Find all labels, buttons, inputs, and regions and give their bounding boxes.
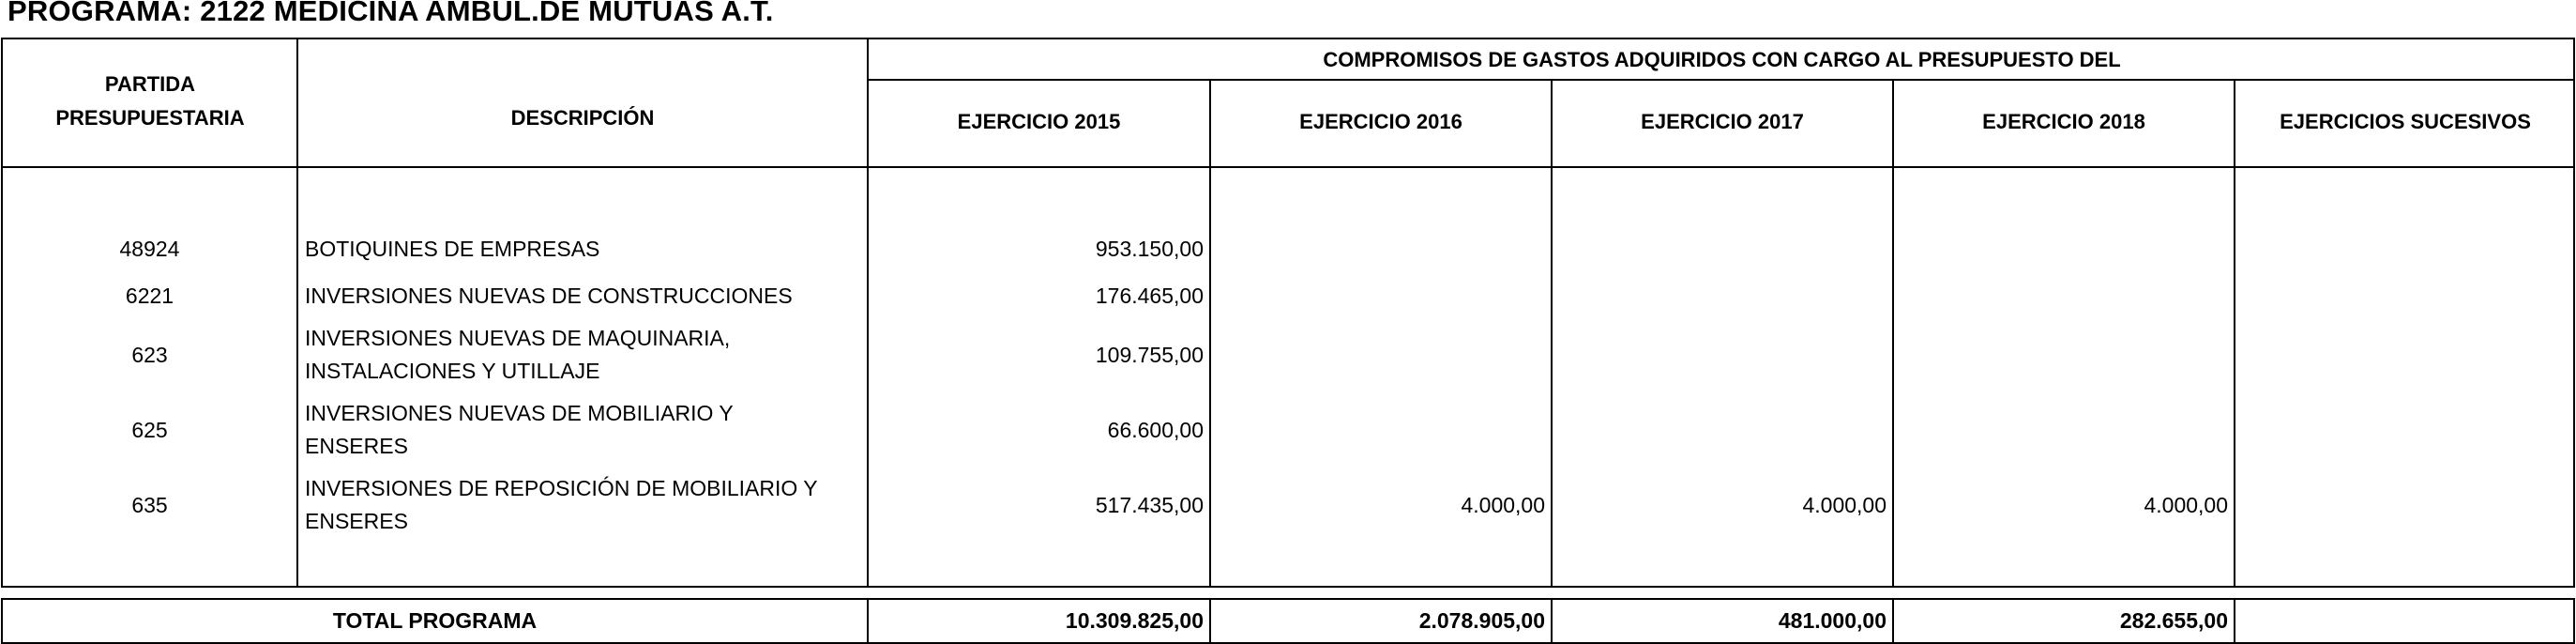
row-1-2017 [1553, 233, 1887, 265]
row-4-code: 625 [131, 417, 168, 442]
row-1-sucesivos [2235, 233, 2569, 265]
row-2-2015: 176.465,00 [1095, 283, 1204, 308]
row-5-2015: 517.435,00 [1095, 492, 1204, 517]
row-4-2016 [1211, 397, 1545, 463]
total-2015: 10.309.825,00 [1065, 608, 1204, 633]
row-5-code: 635 [131, 492, 168, 517]
row-4-sucesivos [2235, 397, 2569, 463]
header-compromisos: COMPROMISOS DE GASTOS ADQUIRIDOS CON CARGO AL PRESUPUESTO DEL [1323, 48, 2121, 71]
total-label: TOTAL PROGRAMA [332, 608, 538, 633]
row-3-code: 623 [131, 342, 168, 367]
row-5-2018: 4.000,00 [2144, 492, 2228, 517]
row-1-2018 [1894, 233, 2228, 265]
row-3-2015: 109.755,00 [1095, 342, 1204, 367]
row-2-2018 [1894, 280, 2228, 312]
header-year-2018: EJERCICIO 2018 [1982, 110, 2145, 133]
row-2-sucesivos [2235, 280, 2569, 312]
row-2-desc: INVERSIONES NUEVAS DE CONSTRUCCIONES [305, 283, 793, 308]
row-2-2017 [1553, 280, 1887, 312]
row-5-desc: INVERSIONES DE REPOSICIÓN DE MOBILIARIO Y ENSERES [305, 476, 818, 533]
row-2-2016 [1211, 280, 1545, 312]
total-2016: 2.078.905,00 [1418, 608, 1545, 633]
total-2017: 481.000,00 [1778, 608, 1887, 633]
row-3-2017 [1553, 322, 1887, 388]
row-2-code: 6221 [125, 283, 174, 308]
row-1-2015: 953.150,00 [1095, 236, 1204, 261]
row-1-2016 [1211, 233, 1545, 265]
header-partida: PARTIDA PRESUPUESTARIA [55, 72, 245, 130]
row-1-desc: BOTIQUINES DE EMPRESAS [305, 236, 600, 261]
row-1-code: 48924 [119, 236, 180, 261]
header-divider [1, 166, 2575, 168]
total-2018: 282.655,00 [2119, 608, 2228, 633]
header-year-2016: EJERCICIO 2016 [1299, 110, 1462, 133]
row-3-sucesivos [2235, 322, 2569, 388]
row-5-sucesivos [2235, 472, 2569, 538]
row-3-desc: INVERSIONES NUEVAS DE MAQUINARIA, INSTALACIONES Y UTILLAJE [305, 326, 731, 383]
row-3-2016 [1211, 322, 1545, 388]
page-title: PROGRAMA: 2122 MEDICINA AMBUL.DE MUTUAS A.T. [8, 0, 774, 27]
row-4-desc: INVERSIONES NUEVAS DE MOBILIARIO Y ENSERES [305, 401, 734, 458]
header-sucesivos: EJERCICIOS SUCESIVOS [2280, 110, 2531, 133]
row-5-2017: 4.000,00 [1802, 492, 1887, 517]
row-4-2015: 66.600,00 [1107, 417, 1204, 442]
compromisos-divider [867, 79, 2575, 81]
header-descripcion: DESCRIPCIÓN [510, 106, 655, 130]
row-5-2016: 4.000,00 [1461, 492, 1545, 517]
header-year-2017: EJERCICIO 2017 [1641, 110, 1804, 133]
row-4-2018 [1894, 397, 2228, 463]
row-4-2017 [1553, 397, 1887, 463]
total-sucesivos [2235, 600, 2569, 642]
header-year-2015: EJERCICIO 2015 [957, 110, 1121, 133]
row-3-2018 [1894, 322, 2228, 388]
